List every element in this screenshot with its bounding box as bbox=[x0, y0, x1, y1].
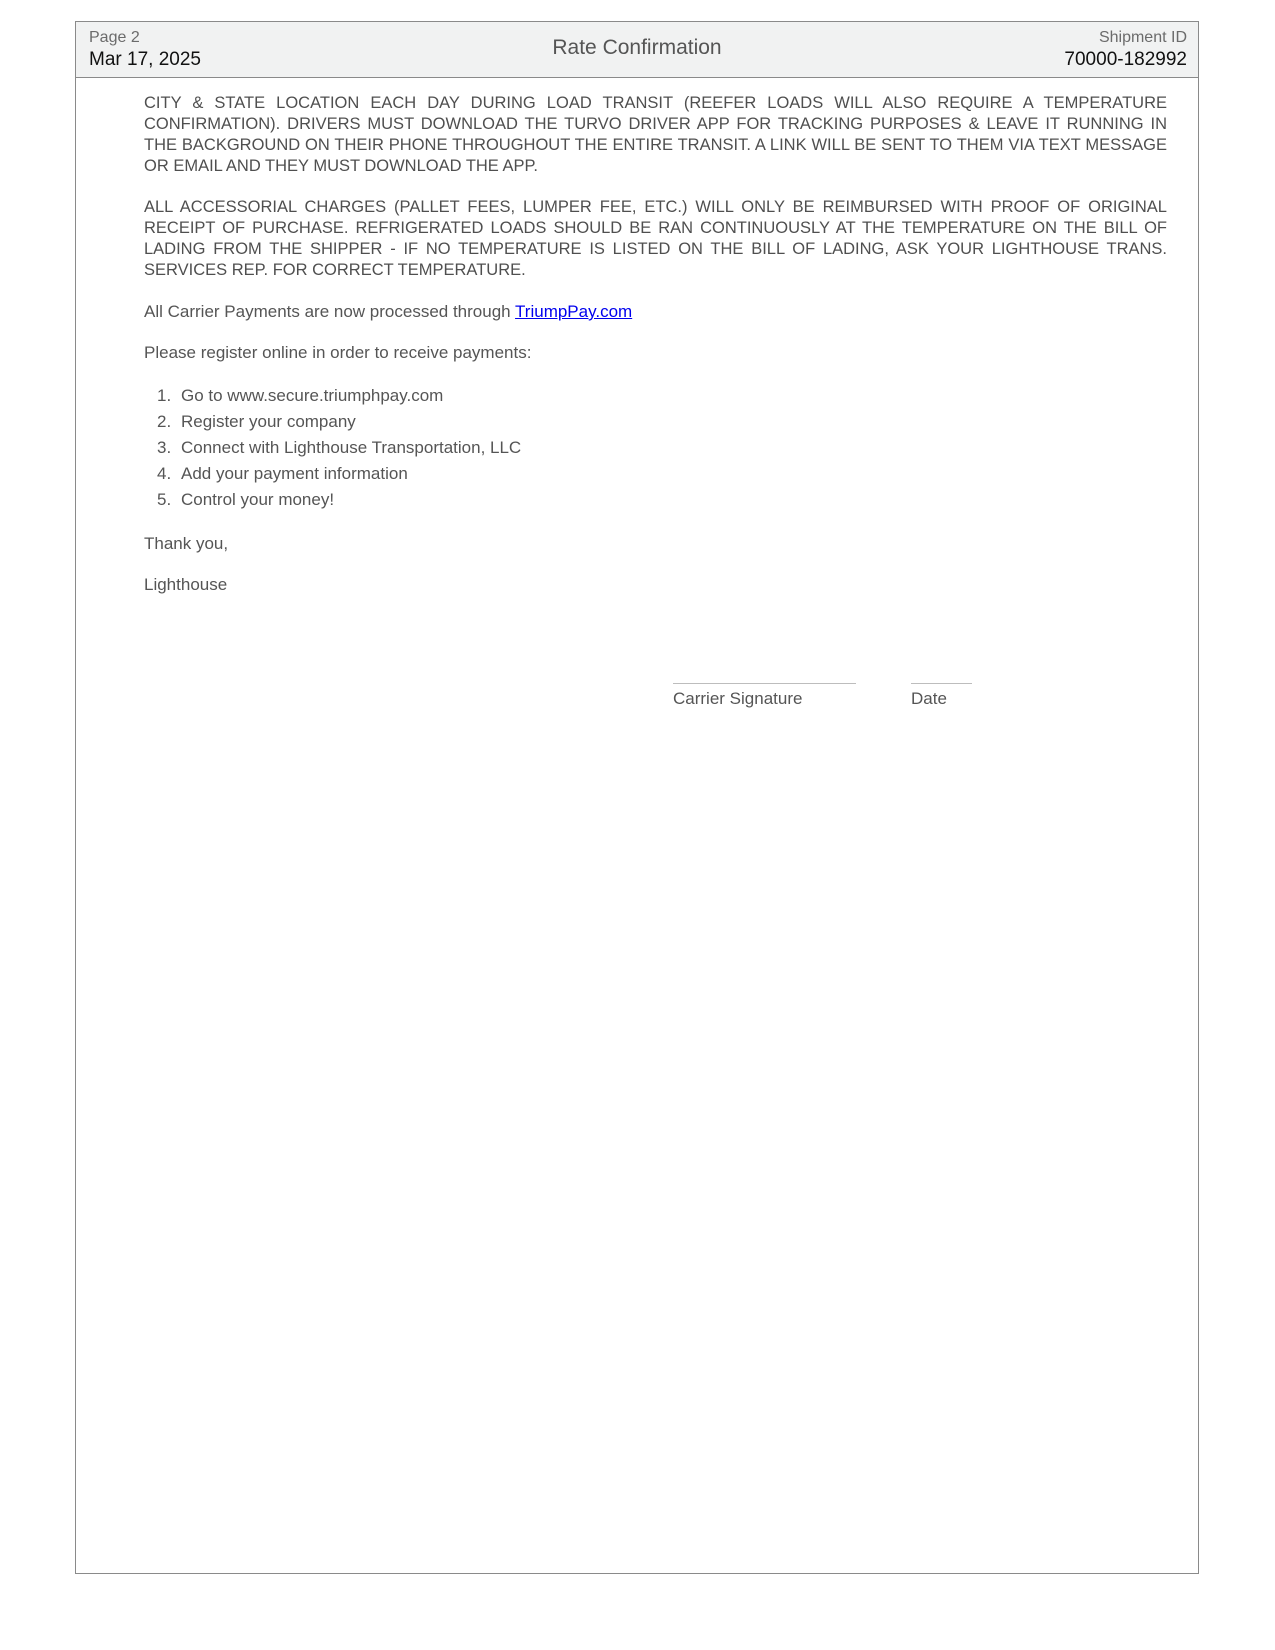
closing-thanks: Thank you, bbox=[144, 534, 229, 553]
document-date: Mar 17, 2025 bbox=[89, 49, 201, 70]
payments-line bbox=[144, 301, 1167, 322]
step-number: 2. bbox=[157, 412, 172, 431]
signature-date-field[interactable] bbox=[911, 683, 972, 710]
carrier-signature-field[interactable] bbox=[673, 683, 856, 710]
page-header bbox=[76, 22, 1198, 78]
step-text: Connect with Lighthouse Transportation, LLC bbox=[181, 438, 522, 457]
step-number: 3. bbox=[157, 438, 172, 457]
register-instructions: Please register online in order to receive payments: bbox=[144, 343, 532, 362]
list-item bbox=[144, 409, 1167, 435]
step-number: 1. bbox=[157, 386, 172, 405]
carrier-signature-line bbox=[673, 683, 856, 684]
shipment-id-label: Shipment ID bbox=[1098, 29, 1187, 46]
list-item bbox=[144, 435, 1167, 461]
document-page bbox=[75, 21, 1199, 1574]
carrier-signature-label: Carrier Signature bbox=[673, 689, 803, 708]
step-text: Register your company bbox=[181, 412, 356, 431]
payments-text: All Carrier Payments are now processed through bbox=[144, 302, 511, 321]
list-item bbox=[144, 383, 1167, 409]
step-text: Add your payment information bbox=[181, 464, 408, 483]
step-text: Control your money! bbox=[181, 490, 335, 509]
list-item bbox=[144, 487, 1167, 513]
registration-steps bbox=[144, 383, 1167, 513]
accessorial-paragraph: ALL ACCESSORIAL CHARGES (PALLET FEES, LUMPER FEE, ETC.) WILL ONLY BE REIMBURSED WITH PROOF OF ORIGINAL RECEIPT OF PURCHASE. REFRIGERATED LOADS SHOULD BE RAN CONTINUOUSLY AT THE TEMPERATURE ON THE BILL OF LADING FROM THE SHIPPER - IF NO TEMPERATURE IS LISTED ON THE BILL OF LADING, ASK YOUR LIGHTHOUSE TRANS. SERVICES REP. FOR CORRECT TEMPERATURE. bbox=[144, 198, 1167, 279]
signature-date-label: Date bbox=[911, 689, 947, 708]
step-number: 4. bbox=[157, 464, 172, 483]
page-number: Page 2 bbox=[89, 29, 140, 46]
document-body bbox=[144, 93, 1167, 615]
signature-date-line bbox=[911, 683, 972, 684]
header-right bbox=[1064, 29, 1187, 73]
closing-signoff: Lighthouse bbox=[144, 575, 228, 594]
triumppay-link[interactable]: TriumpPay.com bbox=[515, 302, 633, 321]
shipment-id-value: 70000-182992 bbox=[1064, 49, 1187, 70]
step-number: 5. bbox=[157, 490, 172, 509]
tracking-paragraph: CITY & STATE LOCATION EACH DAY DURING LOAD TRANSIT (REEFER LOADS WILL ALSO REQUIRE A TEMPERATURE CONFIRMATION). DRIVERS MUST DOWNLOAD THE TURVO DRIVER APP FOR TRACKING PURPOSES & LEAVE IT RUNNING IN THE BACKGROUND ON THEIR PHONE THROUGHOUT THE ENTIRE TRANSIT. A LINK WILL BE SENT TO THEM VIA TEXT MESSAGE OR EMAIL AND THEY MUST DOWNLOAD THE APP. bbox=[144, 94, 1167, 175]
list-item bbox=[144, 461, 1167, 487]
page-title: Rate Confirmation bbox=[552, 36, 722, 59]
step-text: Go to www.secure.triumphpay.com bbox=[181, 386, 444, 405]
